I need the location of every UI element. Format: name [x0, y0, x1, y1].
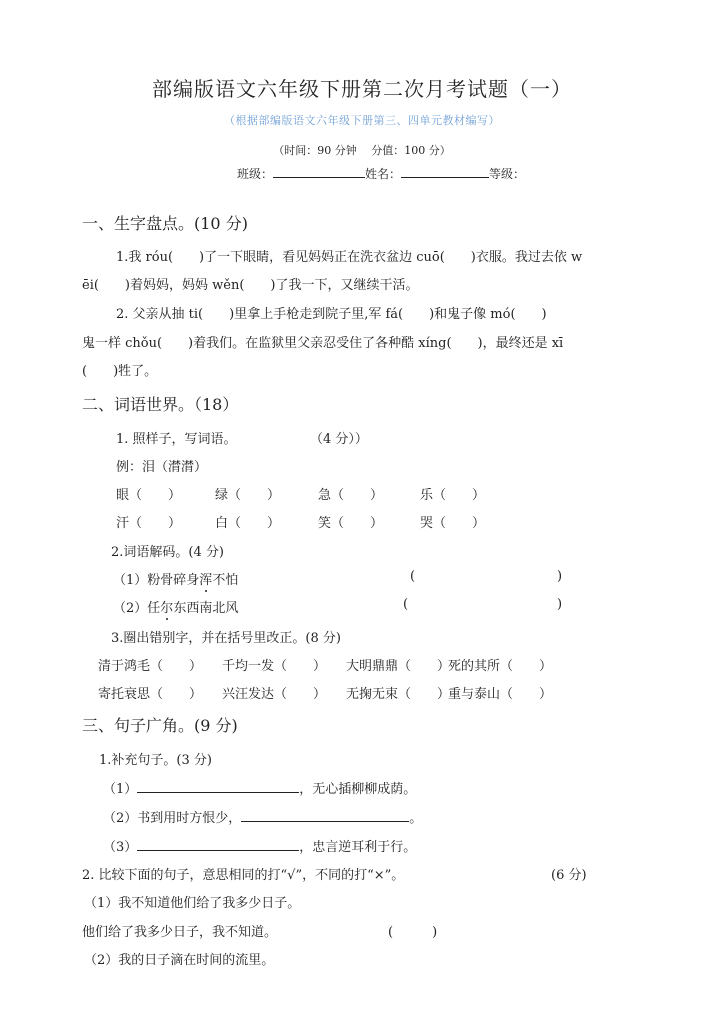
s1-q2-line1: 2. 父亲从抽 ti( )里拿上手枪走到院子里,军 fá( )和鬼子像 mó( ) [116, 307, 547, 322]
s3-q1-item-2 [103, 807, 422, 826]
item-text: 不怕 [212, 573, 239, 588]
item-text: ，忠言逆耳利于行。 [299, 840, 417, 855]
name-field[interactable] [401, 165, 489, 178]
item-number: （2） [103, 811, 138, 826]
s3-q2-item2-a: （2）我的日子滴在时间的流里。 [84, 953, 275, 968]
s2-q1-example: 例：泪（潸潸） [116, 460, 208, 475]
name-label: 姓名： [365, 167, 402, 181]
item-text: ，无心插柳柳成荫。 [299, 782, 417, 797]
s2-q2-item-2 [113, 597, 238, 616]
item-text: 粉骨碎身 [147, 573, 200, 588]
s2-q1-item: 眼（ ） [116, 488, 182, 503]
fill-blank[interactable] [137, 780, 299, 793]
answer-paren-close: ) [557, 597, 563, 612]
item-text: 书到用时方恨少， [137, 811, 242, 826]
s3-q2-item1-a: （1）我不知道他们给了我多少日子。 [84, 896, 301, 911]
fill-blank[interactable] [241, 809, 409, 822]
s3-q1-item-1 [103, 778, 416, 797]
s1-q1-line2: ēi( )着妈妈，妈妈 wěn( )了我一下，又继续干活。 [82, 278, 419, 293]
s2-q3-item: 大明鼎鼎（ ） [346, 659, 451, 674]
class-field[interactable] [273, 165, 365, 178]
section-2-heading: 二、词语世界。（18） [82, 395, 239, 414]
s2-q3-item: 清于鸿毛（ ） [98, 659, 203, 674]
emphasized-char: 浑 [199, 573, 213, 588]
exam-meta: （时间：90 分钟 分值：100 分） [273, 144, 451, 157]
item-text: 任 [147, 601, 161, 616]
answer-paren-open: ( [403, 597, 409, 612]
page-subtitle: （根据部编版语文六年级下册第三、四单元教材编写） [224, 114, 500, 127]
fill-blank[interactable] [137, 838, 299, 851]
s2-q1-item: 白（ ） [215, 516, 281, 531]
s2-q1-item: 汗（ ） [116, 516, 182, 531]
s2-q1-item: 哭（ ） [420, 516, 486, 531]
s2-q1-prompt: 1. 照样子，写词语。 [116, 432, 237, 447]
s2-q3-item: 无掬无束（ ） [346, 687, 451, 702]
s2-q2-prompt: 2.词语解码。(4 分) [111, 545, 224, 560]
s1-q2-line3: ( )牲了。 [82, 364, 158, 379]
s2-q1-item: 绿（ ） [215, 488, 281, 503]
s2-q3-item: 死的其所（ ） [448, 659, 553, 674]
item-number: （1） [103, 782, 138, 797]
s2-q1-item: 急（ ） [318, 488, 384, 503]
s3-q2-item1-b: 他们给了我多少日子，我不知道。 [82, 925, 278, 940]
item-text: 东西南北风 [173, 601, 239, 616]
item-number: （3） [103, 840, 138, 855]
emphasized-char: 尔 [160, 601, 174, 616]
s2-q3-item: 寄托衰思（ ） [98, 687, 203, 702]
s3-q2-prompt: 2. 比较下面的句子，意思相同的打“√”，不同的打“×”。 [82, 868, 405, 883]
s2-q3-item: 兴汪发达（ ） [222, 687, 327, 702]
item-number: （1） [113, 573, 148, 588]
answer-paren[interactable]: ( ) [388, 925, 438, 940]
answer-paren-open: ( [410, 569, 416, 584]
s1-q1-line1: 1.我 róu( )了一下眼睛，看见妈妈正在洗衣盆边 cuō( )衣服。我过去依 w [116, 250, 583, 265]
s2-q3-item: 千均一发（ ） [222, 659, 327, 674]
section-1-heading: 一、生字盘点。(10 分) [82, 214, 248, 233]
s3-q1-prompt: 1.补充句子。(3 分) [99, 753, 212, 768]
answer-paren-close: ) [557, 569, 563, 584]
s2-q2-item-1 [113, 569, 238, 588]
s2-q1-item: 笑（ ） [318, 516, 384, 531]
item-number: （2） [113, 601, 148, 616]
item-text: 。 [409, 811, 423, 826]
section-3-heading: 三、句子广角。(9 分) [82, 716, 238, 735]
s2-q1-item: 乐（ ） [420, 488, 486, 503]
s2-q1-score: （4 分）） [310, 432, 368, 447]
s1-q2-line2: 鬼一样 chǒu( )着我们。在监狱里父亲忍受住了各种酷 xíng( )，最终还是 xī [82, 336, 564, 351]
s3-q1-item-3 [103, 836, 416, 855]
s2-q3-item: 重与泰山（ ） [448, 687, 553, 702]
s2-q3-prompt: 3.圈出错别字，并在括号里改正。(8 分) [111, 631, 341, 646]
s3-q2-score: (6 分) [551, 868, 587, 883]
grade-label: 等级： [489, 167, 526, 181]
student-info-row [237, 165, 525, 182]
page-title: 部编版语文六年级下册第二次月考试题（一） [152, 77, 572, 101]
class-label: 班级： [237, 167, 274, 181]
